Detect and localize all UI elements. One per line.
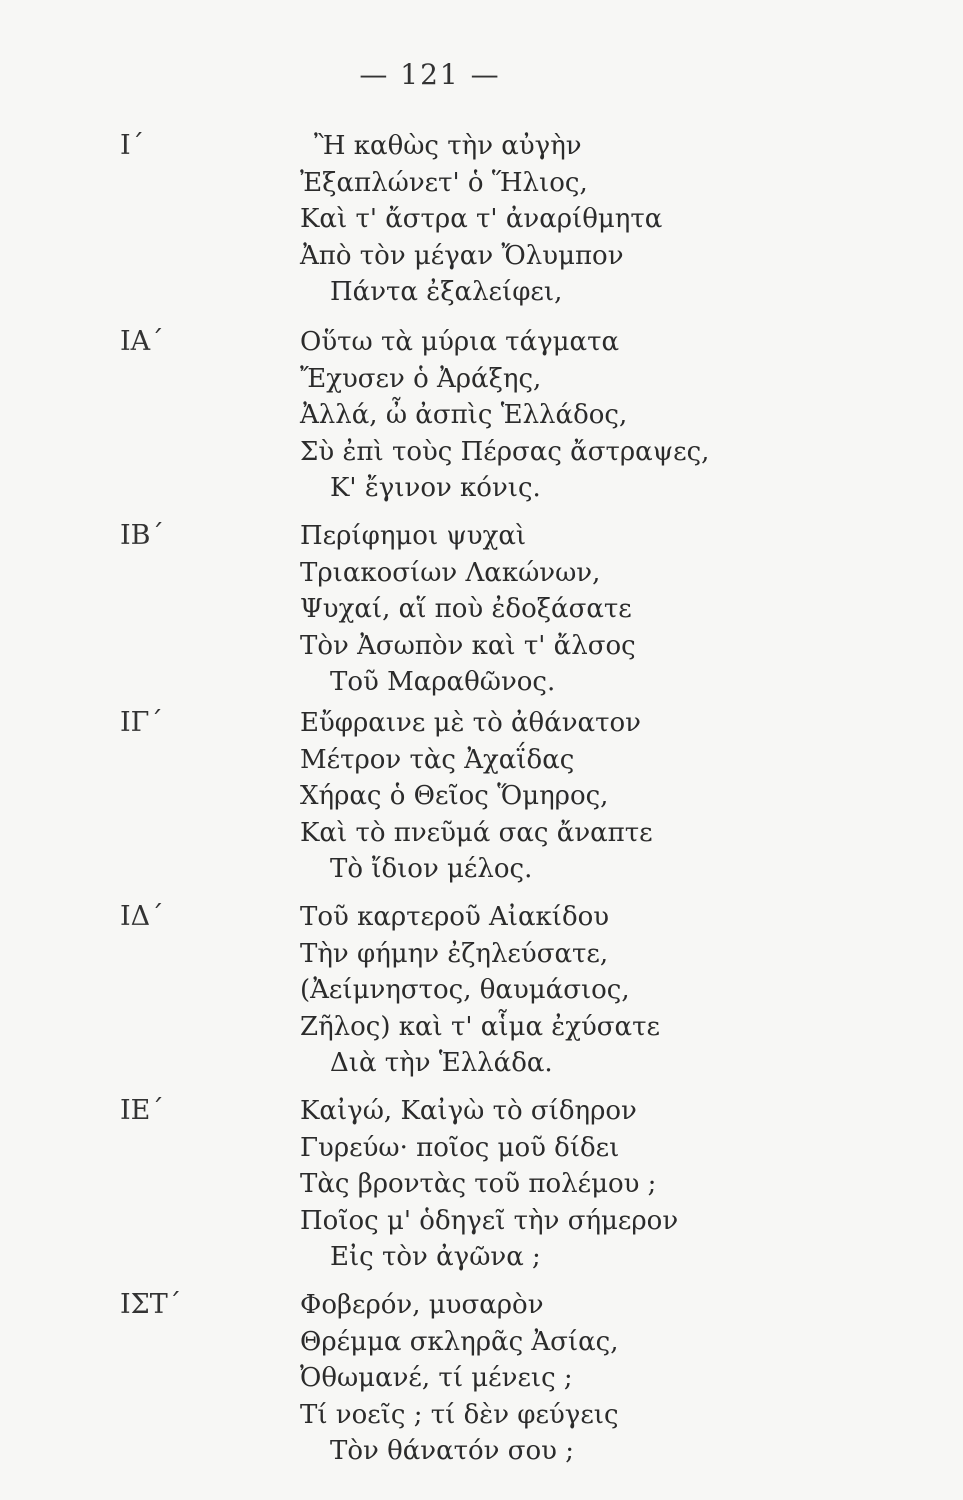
stanza-lines (300, 1287, 900, 1470)
verse-line: Ἀπὸ τὸν μέγαν Ὄλυμπον (300, 240, 624, 271)
stanza-numeral: ΙΑ΄ (120, 326, 164, 357)
verse-line: Φοβερόν, μυσαρὸν (300, 1290, 544, 1320)
stanza-lines (300, 1093, 900, 1276)
stanza-lines (300, 128, 900, 311)
verse-line: Μέτρον τὰς Ἀχαΐδας (300, 744, 575, 775)
stanza-lines (300, 518, 900, 701)
verse-line: Καὶ τὸ πνεῦμά σας ἄναπτε (300, 817, 653, 848)
verse-line: Οὕτω τὰ μύρια τάγματα (300, 327, 620, 357)
verse-line: Γυρεύω· ποῖος μοῦ δίδει (300, 1132, 620, 1163)
verse-line: Θρέμμα σκληρᾶς Ἀσίας, (300, 1326, 619, 1357)
verse-line: Χήρας ὁ Θεῖος Ὅμηρος, (300, 781, 609, 811)
verse-line: Ζῆλος) καὶ τ' αἷμα ἐχύσατε (300, 1011, 660, 1042)
stanza-numeral: ΙΓ΄ (120, 707, 163, 738)
verse-line: Ἀλλά, ὦ ἀσπὶς Ἑλλάδος, (300, 400, 628, 430)
verse-line: Σὺ ἐπὶ τοὺς Πέρσας ἄστραψες, (300, 436, 710, 467)
verse-line: Τοῦ καρτεροῦ Αἰακίδου (300, 902, 610, 932)
verse-line: Ποῖος μ' ὁδηγεῖ τὴν σήμερον (300, 1205, 679, 1236)
verse-line: Καὶ τ' ἄστρα τ' ἀναρίθμητα (300, 204, 663, 234)
verse-line: Τὸν Ἀσωπὸν καὶ τ' ἄλσος (300, 630, 636, 661)
page-number: — 121 — (359, 58, 501, 91)
stanza-numeral: ΙΒ΄ (120, 520, 165, 551)
verse-line: Ὀθωμανέ, τί μένεις ; (300, 1363, 573, 1393)
verse-line: Τὸ ἴδιον μέλος. (330, 854, 533, 884)
verse-line: Ψυχαί, αἵ ποὺ ἐδοξάσατε (300, 594, 632, 624)
verse-line: Περίφημοι ψυχαὶ (300, 521, 527, 551)
verse-line: Τὴν φήμην ἐζηλεύσατε, (300, 938, 609, 969)
stanza-numeral: ΙΔ΄ (120, 901, 164, 932)
verse-line: Τὰς βροντὰς τοῦ πολέμου ; (300, 1169, 657, 1199)
stanza-lines (300, 705, 900, 888)
stanza-lines (300, 324, 900, 507)
stanza-lines (300, 899, 900, 1082)
verse-line: Εὔφραινε μὲ τὸ ἀθάνατον (300, 708, 641, 738)
verse-line: Κ' ἔγινον κόνις. (330, 473, 541, 503)
verse-line: (Ἀείμνηστος, θαυμάσιος, (300, 975, 630, 1005)
stanza-numeral: ΙΣΤ΄ (120, 1289, 182, 1320)
verse-line: Εἰς τὸν ἀγῶνα ; (330, 1242, 541, 1272)
verse-line: Τριακοσίων Λακώνων, (300, 557, 601, 588)
verse-line: Τί νοεῖς ; τί δὲν φεύγεις (300, 1399, 619, 1430)
verse-line: Ἢ καθὼς τὴν αὐγὴν (314, 131, 582, 161)
stanza-numeral: Ι΄ (120, 130, 145, 161)
verse-line: Καἰγώ, Καἰγὼ τὸ σίδηρον (300, 1096, 637, 1126)
stanza-numeral: ΙΕ΄ (120, 1095, 164, 1126)
verse-line: Τοῦ Μαραθῶνος. (330, 667, 556, 697)
verse-line: Τὸν θάνατόν σου ; (330, 1436, 574, 1466)
verse-line: Διὰ τὴν Ἑλλάδα. (330, 1048, 553, 1078)
verse-line: Ἐξαπλώνετ' ὁ Ἥλιος, (300, 167, 588, 198)
verse-line: Πάντα ἐξαλείφει, (330, 277, 563, 307)
verse-line: Ἔχυσεν ὁ Ἀράξης, (300, 363, 542, 394)
